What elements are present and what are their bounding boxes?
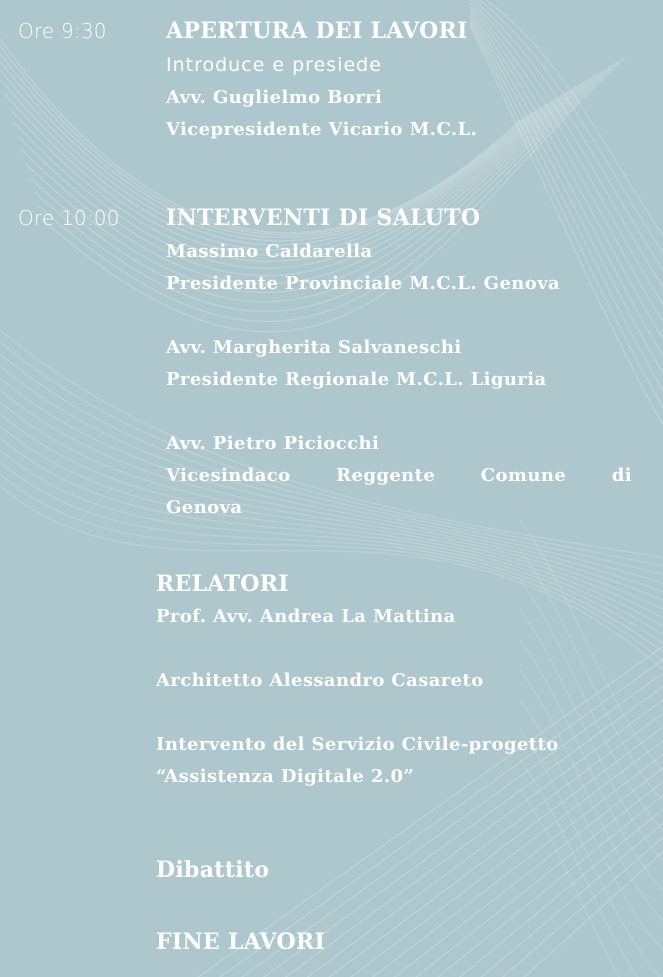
wave-line — [470, 12, 663, 383]
greetings-speaker3-name: Avv. Pietro Piciocchi — [166, 433, 380, 454]
greetings-speaker3-role-word: di — [611, 465, 632, 486]
wave-line — [0, 390, 663, 608]
speaker-servizio-civile-line2: “Assistenza Digitale 2.0” — [156, 766, 415, 787]
debate-label: Dibattito — [156, 857, 270, 883]
greetings-speaker1-role: Presidente Provinciale M.C.L. Genova — [166, 273, 561, 294]
greetings-speaker3-role-word: Vicesindaco — [166, 465, 291, 486]
greetings-speaker1-name: Massimo Caldarella — [166, 241, 373, 262]
greetings-title: INTERVENTI DI SALUTO — [166, 205, 481, 231]
opening-chair-role: Vicepresidente Vicario M.C.L. — [166, 119, 478, 140]
closing-label: FINE LAVORI — [156, 929, 326, 955]
greetings-speaker3-role-word: Reggente — [336, 465, 436, 486]
speaker-la-mattina: Prof. Avv. Andrea La Mattina — [156, 606, 456, 627]
greetings-time: Ore 10:00 — [18, 206, 120, 230]
opening-intro: Introduce e presiede — [166, 54, 382, 76]
greetings-speaker3-role-end: Genova — [166, 497, 243, 518]
greetings-speaker2-name: Avv. Margherita Salvaneschi — [166, 337, 462, 358]
opening-title: APERTURA DEI LAVORI — [166, 18, 468, 44]
greetings-speaker3-role-word: Comune — [480, 465, 567, 486]
greetings-speaker2-role: Presidente Regionale M.C.L. Liguria — [166, 369, 547, 390]
opening-time: Ore 9:30 — [18, 19, 107, 43]
greetings-speaker3-role — [166, 465, 632, 486]
speaker-servizio-civile-line1: Intervento del Servizio Civile-progetto — [156, 734, 559, 755]
wave-line — [470, 9, 663, 365]
opening-chair-name: Avv. Guglielmo Borri — [166, 87, 383, 108]
speaker-casareto: Architetto Alessandro Casareto — [156, 670, 484, 691]
speakers-title: RELATORI — [156, 571, 289, 597]
wave-line — [9, 91, 569, 262]
